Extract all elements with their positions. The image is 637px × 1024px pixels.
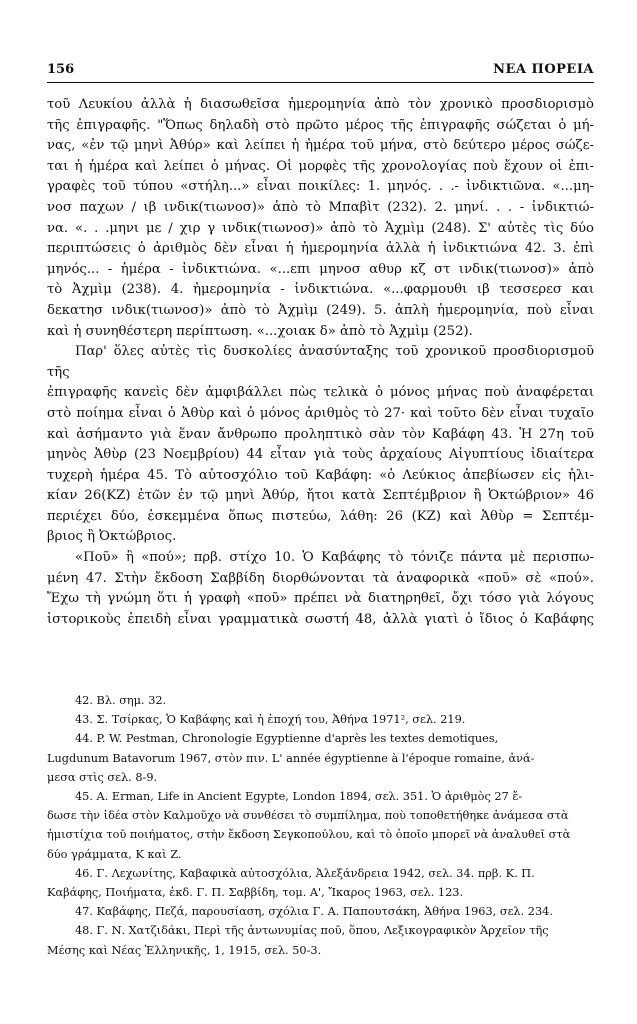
text-line: μηνός... - ἡμέρα - ἰνδικτιώνα. «...επι μηνοσ αθυρ κζ στ ινδικ(τιωνοσ)» ἀπὸ [47,261,594,277]
text-line: καὶ ἡ συνηθέστερη περίπτωση. «...χοιακ δ» ἀπὸ τὸ Ἀχμὶμ (252). [47,323,473,339]
text-line: γραφὲς τοῦ τύπου «στήλη...» εἶναι ποικίλες: 1. μηνός. . .- ἰνδικτιῶνα. «...μη- [47,179,594,195]
footnote-44 [47,729,594,787]
footnote-47 [47,902,594,921]
footnote-line: 44. P. W. Pestman, Chronologie Egyptienne d'après les textes demotiques, [75,732,499,746]
footnote-line: 46. Γ. Λεχωνίτης, Καβαφικὰ αὐτοσχόλια, Ἀλεξάνδρεια 1942, σελ. 34. πρβ. Κ. Π. [75,866,535,880]
footnote-45 [47,787,594,864]
footnote-line: 42. Βλ. σημ. 32. [75,694,167,707]
journal-title: ΝΕΑ ΠΟΡΕΙΑ [493,62,594,77]
footnote-line: δύο γράμματα, Κ καὶ Ζ. [47,847,182,861]
paragraph-2 [47,342,594,548]
text-line: νοσ παχων / ιβ ινδικ(τιωνοσ)» ἀπὸ τὸ Μπαβὶτ (232). 2. μηνί. . . - ἰνδικτιώ- [47,199,594,215]
text-line: κίαν 26(ΚΖ) ἐτῶν ἐν τῷ μηνὶ Ἀθύρ, ἤτοι κατὰ Σεπτέμβριον ἢ Ὀκτώβριον» 46 [47,488,594,504]
text-line: ται ἡ ἡμέρα καὶ λείπει ὁ μήνας. Οἱ μορφὲς τῆς χρονολογίας ποὺ ἔχουν οἱ ἐπι- [47,158,594,174]
text-line: καὶ ἀσήμαντο γιὰ ἕναν ἄνθρωπο προληπτικὸ σὰν τὸν Καβάφη 43. Ἡ 27η τοῦ [47,426,594,442]
text-line: στὸ ποίημα εἶναι ὁ Ἀθὺρ καὶ ὁ μόνος ἀριθμὸς τὸ 27· καὶ τοῦτο δὲν εἶναι τυχαῖο [47,405,594,421]
text-line: Ἔχω τὴ γνώμη ὅτι ἡ γραφὴ «ποῦ» πρέπει νὰ διατηρηθεῖ, ὄχι τόσο γιὰ λόγους [47,591,594,607]
footnote-line: ἡμιστίχια τοῦ ποιήματος, στὴν ἔκδοση Σεγκοπούλου, καὶ τὸ ὁποῖο μπορεῖ νὰ ἀναλυθεῖ στὰ [47,828,571,842]
footnote-43 [47,710,594,729]
footnote-line: Lugdunum Batavorum 1967, στὸν πιν. L' année égyptienne à l'époque romaine, ἀνά- [47,751,535,765]
main-text [47,95,594,630]
text-line: τὸ Ἀχμὶμ (238). 4. ἡμερομηνία - ἰνδικτιώνα. «...φαρμουθι ιβ τεσσερεσ και [47,282,594,298]
text-line: μηνὸς Ἀθὺρ (23 Νοεμβρίου) 44 εἶταν γιὰ τοὺς ἀρχαίους Αἰγυπτίους ἰδιαίτερα [47,447,594,463]
text-line: μένη 47. Στὴν ἔκδοση Σαββίδη διορθώνονται τὰ ἀναφορικὰ «ποῦ» σὲ «πού». [47,570,594,586]
footnote-48 [47,921,594,959]
text-line: να. «. . .μηνι με / χιρ γ ινδικ(τιωνοσ)» ἀπὸ τὸ Ἀχμὶμ (248). Σ' αὐτὲς τὶς δύο [47,220,594,236]
footnote-line: 45. A. Erman, Life in Ancient Egypte, London 1894, σελ. 351. Ὁ ἀριθμὸς 27 ἔ- [75,790,523,804]
footnote-line: μεσα στὶς σελ. 8-9. [47,770,158,784]
header-rule [47,82,594,83]
footnote-line: Μέσης καὶ Νέας Ἑλληνικῆς, 1, 1915, σελ. 50-3. [47,943,322,957]
text-line: βριος ἢ Ὀκτώβριος. [47,529,177,545]
footnote-42 [47,691,594,710]
text-line: περιέχει δύο, ἐσκεμμένα ὅπως πιστεύω, λάθη: 26 (ΚΖ) καὶ Ἀθὺρ = Σεπτέμ- [47,508,594,524]
footnote-line: δωσε τὴν ἰδέα στὸν Καλμοῦχο νὰ συνθέσει τὸ συμπίλημα, ποὺ τοποθετήθηκε ἀνάμεσα στὰ [47,809,569,823]
text-line: «Ποῦ» ἢ «πού»; πρβ. στίχο 10. Ὁ Καβάφης τὸ τόνιζε πάντα μὲ περισπω- [75,550,594,566]
text-line: ἱστορικοὺς ἐπειδὴ εἶναι γραμματικὰ σωστή 48, ἀλλὰ γιατὶ ὁ ἴδιος ὁ Καβάφης [47,611,594,627]
text-line: δεκατησ ινδικ(τιωνοσ)» ἀπὸ τὸ Ἀχμὶμ (249). 5. ἁπλὴ ἡμερομηνία, ποὺ εἶναι [47,302,594,318]
footnote-line: 48. Γ. Ν. Χατζιδάκι, Περὶ τῆς ἀντωνυμίας ποῦ, ὅπου, Λεξικογραφικὸν Ἀρχεῖον τῆς [75,924,549,938]
text-line: τοῦ Λευκίου ἀλλὰ ἡ διασωθεῖσα ἡμερομηνία ἀπὸ τὸν χρονικὸ προσδιορισμὸ [47,97,594,112]
text-line: Παρ' ὅλες αὐτὲς τὶς δυσκολίες ἀνασύνταξης τοῦ χρονικοῦ προσδιορισμοῦ τῆς [47,344,594,380]
footnote-46 [47,864,594,902]
text-line: τῆς ἐπιγραφῆς. "Ὅπως δηλαδὴ στὸ πρῶτο μέρος τῆς ἐπιγραφῆς σώζεται ὁ μή- [47,117,594,133]
paragraph-1 [47,95,594,342]
text-line: περιπτώσεις ὁ ἀριθμὸς δὲν εἶναι ἡ ἡμερομηνία ἀλλὰ ἡ ἰνδικτιώνα 42. 3. ἐπὶ [47,241,594,257]
footnote-line: 43. Σ. Τσίρκας, Ὁ Καβάφης καὶ ἡ ἐποχή του, Ἀθήνα 1971², σελ. 219. [75,713,466,727]
footnote-line: 47. Καβάφης, Πεζά, παρουσίαση, σχόλια Γ. Α. Παπουτσάκη, Ἀθήνα 1963, σελ. 234. [75,905,553,919]
footnote-line: Καβάφης, Ποιήματα, ἐκδ. Γ. Π. Σαββίδη, τομ. Α', Ἴκαρος 1963, σελ. 123. [47,886,464,900]
text-line: ἐπιγραφῆς κανεὶς δὲν ἀμφιβάλλει πὼς τελικὰ ὁ μόνος μήνας ποὺ ἀναφέρεται [47,385,594,401]
page-number: 156 [47,62,75,77]
paragraph-3 [47,548,594,630]
footnotes [47,691,594,960]
text-line: νας, «ἐν τῷ μηνὶ Ἀθύρ» καὶ λείπει ἡ ἡμέρα τοῦ μήνα, στὸ δεύτερο μέρος σώζε- [47,138,594,154]
text-line: τυχερὴ ἡμέρα 45. Τὸ αὐτοσχόλιο τοῦ Καβάφη: «ὁ Λεύκιος ἀπεβίωσεν εἰς ἡλι- [47,467,594,483]
